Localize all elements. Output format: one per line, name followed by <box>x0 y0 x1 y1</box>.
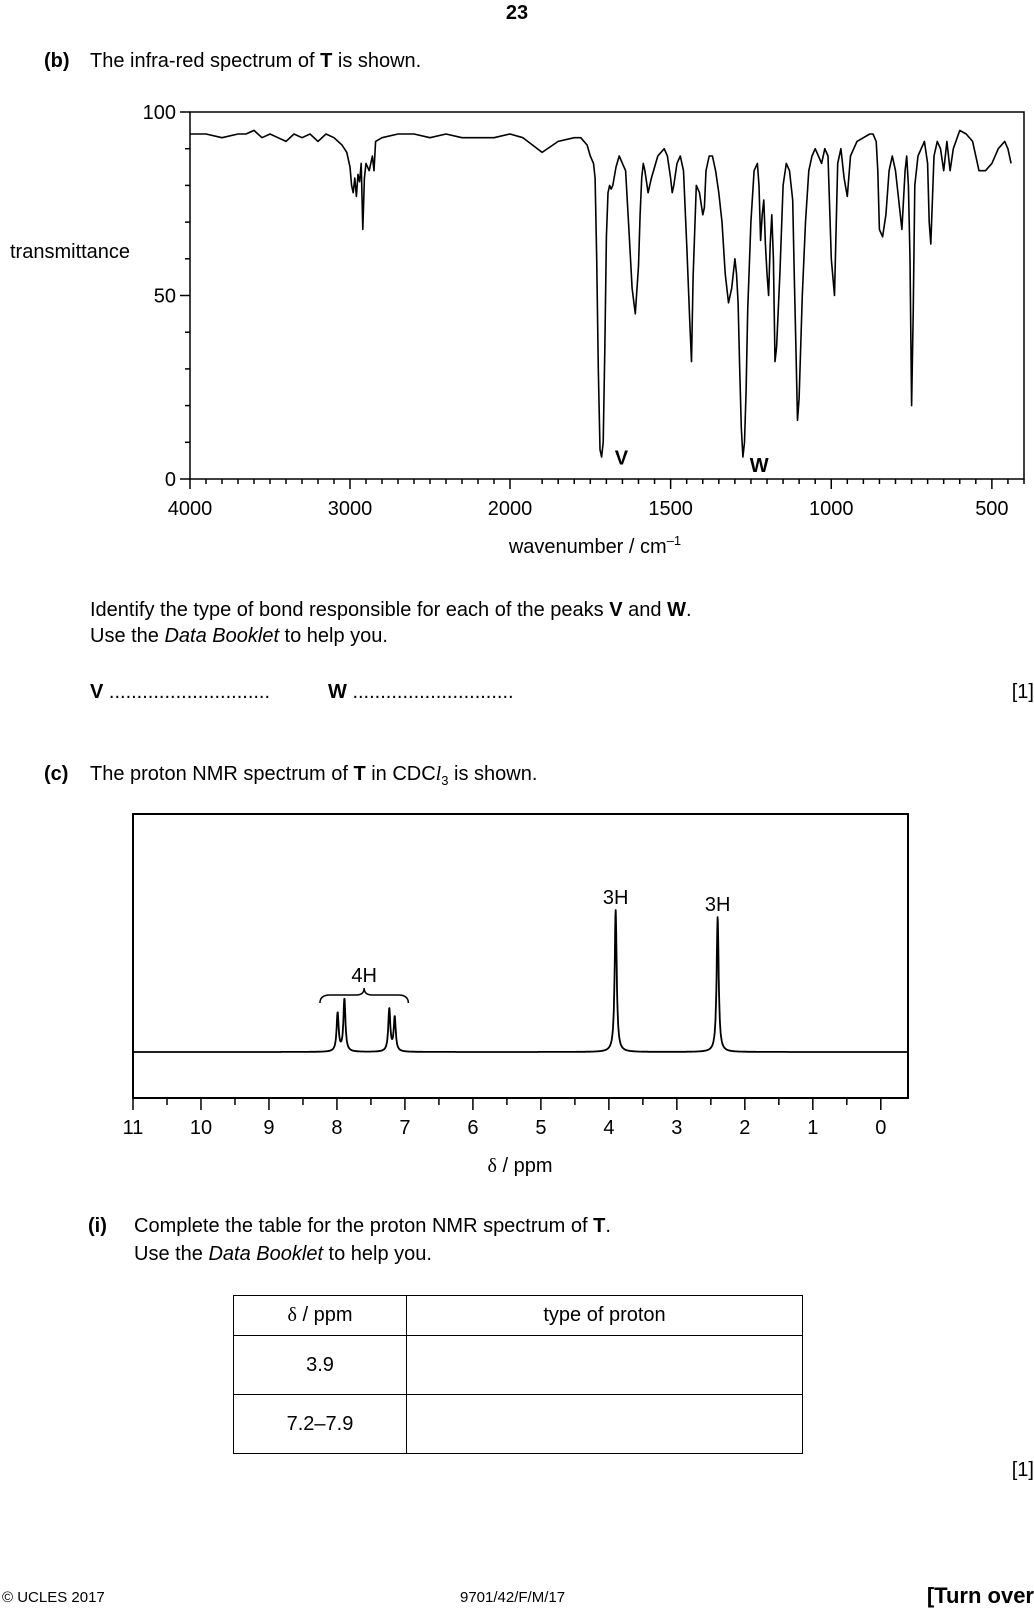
nmr-x-axis-label: δ / ppm <box>487 1155 553 1177</box>
copyright: © UCLES 2017 <box>2 1589 105 1606</box>
ir-x-tick-label: 1500 <box>648 498 693 520</box>
ir-y-axis-label: transmittance <box>10 241 131 263</box>
ir-x-tick-label: 4000 <box>167 498 213 520</box>
table-row <box>234 1336 803 1395</box>
sub-i-question: Complete the table for the proton NMR spectrum of T. <box>134 1215 611 1237</box>
ir-x-tick-label: 3000 <box>327 498 373 520</box>
nmr-x-tick-label: 8 <box>331 1117 343 1139</box>
nmr-x-tick-label: 9 <box>263 1117 275 1139</box>
paper-code: 9701/42/F/M/17 <box>460 1589 566 1606</box>
ppm-cell: 3.9 <box>234 1336 407 1395</box>
sub-i-label: (i) <box>88 1215 107 1237</box>
nmr-x-tick-label: 1 <box>807 1117 819 1139</box>
ir-peak-label-v: V <box>614 447 629 470</box>
ir-peak-label-w: W <box>749 454 769 477</box>
nmr-spectrum-line <box>133 910 908 1052</box>
nmr-x-tick-label: 0 <box>875 1117 887 1139</box>
part-b-intro <box>90 49 421 73</box>
nmr-x-tick-label: 4 <box>603 1117 615 1139</box>
ir-y-tick-label: 50 <box>153 285 176 308</box>
ir-x-tick-label: 1000 <box>809 498 854 520</box>
nmr-integration-bracket <box>320 988 408 1003</box>
nmr-x-tick-label: 10 <box>189 1117 213 1139</box>
nmr-x-tick-label: 3 <box>671 1117 683 1139</box>
part-b-intro-end: is shown. <box>332 50 422 72</box>
ir-y-tick-label: 0 <box>164 469 176 491</box>
nmr-x-tick-label: 6 <box>467 1117 479 1139</box>
ir-x-axis-label: wavenumber / $cm^{-1}$ <box>508 533 682 558</box>
nmr-answer-table <box>233 1295 803 1454</box>
table-header-row <box>234 1296 803 1336</box>
header-type-of-proton: type of proton <box>407 1296 803 1336</box>
table-row <box>234 1395 803 1454</box>
identify-question: Identify the type of bond responsible for each of the peaks V and W. <box>90 599 692 621</box>
ir-spectrum-line <box>190 130 1011 457</box>
ir-x-tick-label: 2000 <box>487 498 533 520</box>
nmr-x-tick-label: 5 <box>535 1117 547 1139</box>
marks-c-i: [1] <box>1011 1459 1034 1481</box>
nmr-frame <box>133 814 908 1098</box>
part-c-intro: The proton NMR spectrum of T in CDCl$_3$ is shown. <box>90 763 538 788</box>
nmr-x-tick-label: 7 <box>399 1117 411 1139</box>
page-number: 23 <box>505 2 529 24</box>
marks-b: [1] <box>1011 681 1034 703</box>
turn-over: [Turn over <box>926 1583 1034 1608</box>
nmr-spectrum-chart <box>0 800 1034 1185</box>
answer-v-line[interactable]: V ............................. <box>90 681 271 703</box>
answer-w-line[interactable]: W ............................. <box>328 681 514 703</box>
ir-x-tick-label: 500 <box>975 498 1009 520</box>
part-c-label: (c) <box>44 763 69 785</box>
ir-plot-frame <box>190 112 1024 479</box>
data-booklet-instruction-c: Use the Data Booklet to help you. <box>134 1243 432 1265</box>
ppm-cell: 7.2–7.9 <box>234 1395 407 1454</box>
compound-t: T <box>320 50 333 72</box>
nmr-peak-annotation: 4H <box>351 965 377 987</box>
nmr-peak-annotation: 3H <box>602 887 629 909</box>
nmr-peak-annotation: 3H <box>704 894 731 917</box>
part-b-label: (b) <box>44 50 70 72</box>
nmr-x-tick-label: 11 <box>122 1117 144 1139</box>
data-booklet-instruction-b: Use the Data Booklet to help you. <box>90 625 388 647</box>
ir-y-tick-label: 100 <box>142 102 176 124</box>
header-ppm: δ / ppm <box>234 1296 407 1336</box>
type-answer-cell[interactable] <box>407 1336 803 1395</box>
nmr-x-tick-label: 2 <box>739 1117 751 1139</box>
part-b-intro-text: The infra-red spectrum of <box>90 50 321 72</box>
type-answer-cell[interactable] <box>407 1395 803 1454</box>
ir-spectrum-chart <box>0 96 1034 566</box>
